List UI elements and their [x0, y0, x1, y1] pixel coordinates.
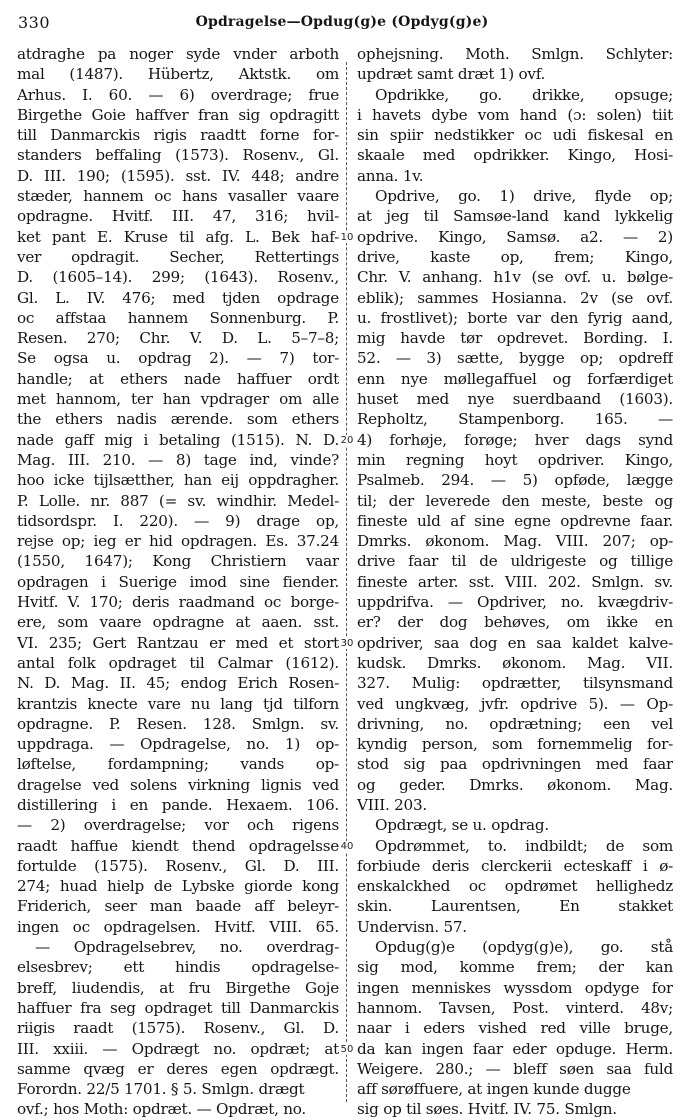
left-column	[17, 44, 339, 1120]
left-column-line: oc affstaa hannem Sonnenburg. P.	[17, 308, 339, 327]
left-column-line: opdragne. Hvitf. III. 47, 316; hvil-	[17, 207, 339, 226]
left-column-line: opdragen i Suerige imod sine fiender.	[17, 572, 339, 591]
left-column-line: ingen oc opdragelsen. Hvitf. VIII. 65.	[17, 917, 339, 936]
left-column-line: III. xxiii. — Opdrægt no. opdræt; at	[17, 1039, 339, 1058]
right-column-line: opdriver, saa dog en saa kaldet kalve-	[357, 633, 673, 652]
right-column-line: uppdrifva. — Opdriver, no. kvægdriv-	[357, 593, 673, 612]
left-column-line: VI. 235; Gert Rantzau er med et stort	[17, 633, 339, 652]
right-column-line: min regning hoyt opdriver. Kingo,	[357, 450, 673, 469]
right-column-line: drive faar til de uldrigeste og tillige	[357, 552, 673, 571]
right-column	[357, 44, 673, 1120]
right-column-line: drive, kaste op, frem; Kingo,	[357, 247, 673, 266]
left-column-line: handle; at ethers nade haffuer ordt	[17, 369, 339, 388]
right-column-line: anna. 1v.	[357, 166, 424, 185]
right-column-line: hannom. Tavsen, Post. vinterd. 48v;	[357, 998, 673, 1017]
right-column-line: mig havde tør opdrevet. Bording. I.	[357, 329, 673, 348]
right-column-line: ingen menniskes wyssdom opdyge for	[357, 978, 673, 997]
right-column-line: Weigere. 280.; — bleff søen saa fuld	[357, 1059, 673, 1078]
right-column-line: 327. Mulig: opdrætter, tilsynsmand	[357, 674, 673, 693]
line-number-10: 10	[336, 232, 358, 243]
left-column-line: stæder, hannem oc hans vasaller vaare	[17, 187, 339, 206]
right-column-line: at jeg til Samsøe-land kand lykkelig	[357, 207, 673, 226]
left-column-line: ovf.; hos Moth: opdræt. — Opdræt, no.	[17, 1100, 306, 1119]
left-column-line: dragelse ved solens virkning lignis ved	[17, 775, 339, 794]
right-column-line: sin spiir nedstikker oc udi fiskesal en	[357, 126, 673, 145]
line-number-30: 30	[336, 638, 358, 649]
left-column-line: met hannom, ter han vpdrager om alle	[17, 390, 339, 409]
right-column-line: 4) forhøje, forøge; hver dags synd	[357, 430, 673, 449]
right-column-line: opdrive. Kingo, Samsø. a2. — 2)	[357, 227, 673, 246]
left-column-line: krantzis knecte vare nu lang tjd tilforn	[17, 694, 339, 713]
right-column-line: Psalmeb. 294. — 5) opføde, lægge	[357, 471, 673, 490]
right-column-line: drivning, no. opdrætning; een vel	[357, 714, 673, 733]
left-column-line: 274; huad hielp de Lybske giorde kong	[17, 877, 339, 896]
right-column-line: skin. Laurentsen, En stakket	[357, 897, 673, 916]
right-column-line: stod sig paa opdrivningen med faar	[357, 755, 673, 774]
right-column-line: Undervisn. 57.	[357, 917, 467, 936]
right-column-line: er? der dog behøves, om ikke en	[357, 613, 673, 632]
right-column-line: ophejsning. Moth. Smlgn. Schlyter:	[357, 45, 673, 63]
left-column-line: Gl. L. IV. 476; med tjden opdrage	[17, 288, 339, 307]
right-column-line: ved ungkvæg, jvfr. opdrive 5). — Op-	[357, 694, 673, 713]
left-column-line: tidsordspr. I. 220). — 9) drage op,	[17, 511, 339, 530]
left-column-line: — Opdragelsebrev, no. overdrag-	[35, 938, 339, 957]
left-column-line: D. III. 190; (1595). sst. IV. 448; andre	[17, 166, 339, 185]
right-column-line: Dmrks. økonom. Mag. VIII. 207; op-	[357, 532, 673, 551]
right-column-line: huset med nye suerdbaand (1603).	[357, 390, 673, 409]
left-column-line: ere, som vaare opdragne at aaen. sst.	[17, 613, 339, 632]
line-number-20: 20	[336, 435, 358, 446]
left-column-line: atdraghe pa noger syde vnder arboth	[17, 45, 339, 63]
left-column-line: ver opdragit. Secher, Rettertings	[17, 247, 339, 266]
right-column-line: fineste uld af sine egne opdrevne faar.	[357, 511, 673, 530]
right-column-line: i havets dybe vom hand (ɔ: solen) tiit	[357, 105, 673, 124]
right-column-line: forbiude deris clerckerii ecteskaff i ø-	[357, 856, 673, 875]
line-number-50: 50	[336, 1044, 358, 1055]
right-column-line: Opdrikke, go. drikke, opsuge;	[375, 85, 673, 104]
left-column-line: Resen. 270; Chr. V. D. L. 5–7–8;	[17, 329, 339, 348]
right-column-line: Opdrømmet, to. indbildt; de som	[375, 836, 673, 855]
left-column-line: N. D. Mag. II. 45; endog Erich Rosen-	[17, 674, 339, 693]
running-head: Opdragelse—Opdug(g)e (Opdyg(g)e)	[195, 14, 489, 30]
right-column-line: naar i eders vished red ville bruge,	[357, 1019, 673, 1038]
right-column-line: Chr. V. anhang. h1v (se ovf. u. bølge-	[357, 268, 673, 287]
right-column-line: fineste arter. sst. VIII. 202. Smlgn. sv.	[357, 572, 673, 591]
left-column-line: fortulde (1575). Rosenv., Gl. D. III.	[17, 856, 339, 875]
right-column-line: Opdug(g)e (opdyg(g)e), go. stå	[375, 938, 673, 957]
line-number-40: 40	[336, 841, 358, 852]
right-column-line: 52. — 3) sætte, bygge op; opdreff	[357, 349, 673, 368]
left-column-line: Friderich, seer man baade aff beleyr-	[17, 897, 339, 916]
right-column-line: aff sørøffuere, at ingen kunde dugge	[357, 1080, 631, 1099]
left-column-line: hoo icke tijlsætther, han eij oppdragher.	[17, 471, 339, 490]
left-column-line: Hvitf. V. 170; deris raadmand oc borge-	[17, 593, 339, 612]
left-column-line: distillering i en pande. Hexaem. 106.	[17, 795, 339, 814]
left-column-line: opdragne. P. Resen. 128. Smlgn. sv.	[17, 714, 339, 733]
right-column-line: Opdrægt, se u. opdrag.	[375, 816, 549, 835]
left-column-line: elsesbrev; ett hindis opdragelse-	[17, 958, 339, 977]
left-column-line: nade gaff mig i betaling (1515). N. D.	[17, 430, 339, 449]
page-header	[0, 0, 684, 40]
left-column-line: — 2) overdragelse; vor och rigens	[17, 816, 339, 835]
left-column-line: raadt haffue kiendt thend opdragelsse	[17, 836, 339, 855]
column-divider	[346, 62, 347, 1102]
left-column-line: haffuer fra seg opdraget till Danmarckis	[17, 998, 339, 1017]
right-column-line: enskalckhed oc opdrømet hellighedz	[357, 877, 673, 896]
right-column-line: VIII. 203.	[357, 795, 427, 814]
left-column-line: antal folk opdraget til Calmar (1612).	[17, 653, 339, 672]
right-column-line: sig mod, komme frem; der kan	[357, 958, 673, 977]
left-column-line: Birgethe Goie haffver fran sig opdragitt	[17, 105, 339, 124]
right-column-line: eblik); sammes Hosianna. 2v (se ovf.	[357, 288, 673, 307]
right-column-line: enn nye møllegaffuel og forfærdiget	[357, 369, 673, 388]
right-column-line: kudsk. Dmrks. økonom. Mag. VII.	[357, 653, 673, 672]
left-column-line: till Danmarckis rigis raadtt forne for-	[17, 126, 339, 145]
left-column-line: uppdraga. — Opdragelse, no. 1) op-	[17, 735, 339, 754]
right-column-line: og geder. Dmrks. økonom. Mag.	[357, 775, 673, 794]
left-column-line: D. (1605–14). 299; (1643). Rosenv.,	[17, 268, 339, 287]
page-number: 330	[18, 13, 51, 32]
right-column-line: u. frostlivet); borte var den fyrig aand,	[357, 308, 673, 327]
right-column-line: sig op til søes. Hvitf. IV. 75. Smlgn.	[357, 1100, 617, 1119]
right-column-line: da kan ingen faar eder opduge. Herm.	[357, 1039, 673, 1058]
left-column-line: the ethers nadis ærende. som ethers	[17, 410, 339, 429]
left-column-line: Mag. III. 210. — 8) tage ind, vinde?	[17, 450, 339, 469]
left-column-line: Arhus. I. 60. — 6) overdrage; frue	[17, 85, 339, 104]
left-column-line: mal (1487). Hübertz, Aktstk. om	[17, 65, 339, 84]
left-column-line: samme qvæg er deres egen opdrægt.	[17, 1059, 339, 1078]
right-column-line: Opdrive, go. 1) drive, flyde op;	[375, 187, 673, 206]
left-column-line: løftelse, fordampning; vands op-	[17, 755, 339, 774]
right-column-line: updræt samt dræt 1) ovf.	[357, 65, 546, 84]
right-column-line: kyndig person, som fornemmelig for-	[357, 735, 673, 754]
right-column-line: til; der leverede den meste, beste og	[357, 491, 673, 510]
right-column-line: skaale med opdrikker. Kingo, Hosi-	[357, 146, 673, 165]
left-column-line: standers beffaling (1573). Rosenv., Gl.	[17, 146, 339, 165]
left-column-line: breff, liudendis, at fru Birgethe Goje	[17, 978, 339, 997]
left-column-line: ket pant E. Kruse til afg. L. Bek haf-	[17, 227, 339, 246]
right-column-line: Repholtz, Stampenborg. 165. —	[357, 410, 673, 429]
left-column-line: riigis raadt (1575). Rosenv., Gl. D.	[17, 1019, 339, 1038]
left-column-line: (1550, 1647); Kong Christiern vaar	[17, 552, 339, 571]
left-column-line: rejse op; ieg er hid opdragen. Es. 37.24	[17, 532, 339, 551]
left-column-line: P. Lolle. nr. 887 (= sv. windhir. Medel-	[17, 491, 339, 510]
left-column-line: Forordn. 22/5 1701. § 5. Smlgn. drægt	[17, 1080, 305, 1099]
left-column-line: Se ogsa u. opdrag 2). — 7) tor-	[17, 349, 339, 368]
